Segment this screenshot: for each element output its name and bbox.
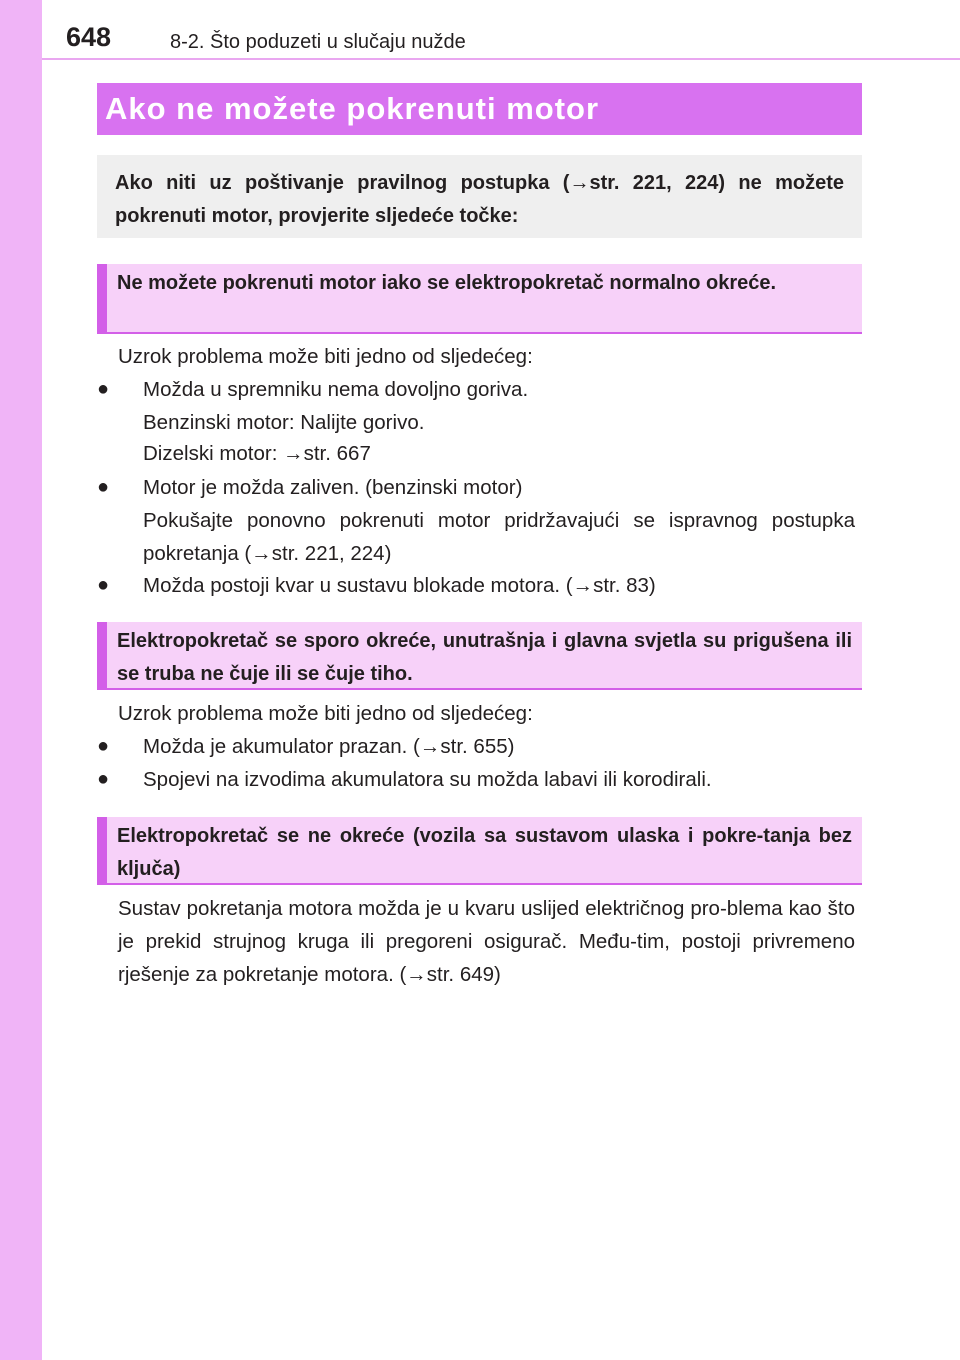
header-rule xyxy=(42,58,960,60)
list-item: Možda postoji kvar u sustavu blokade motora. (→str. 83) xyxy=(143,574,656,597)
bullet-icon: ● xyxy=(97,735,110,757)
list-item: Možda u spremniku nema dovoljno goriva. xyxy=(143,378,529,401)
list-item-detail: Dizelski motor: →str. 667 xyxy=(143,442,371,465)
page-title: Ako ne možete pokrenuti motor xyxy=(105,91,600,126)
list-item-detail: Pokušajte ponovno pokrenuti motor pridržavajući se ispravnog postupka pokretanja (→str. 221, 224) xyxy=(143,509,855,565)
subheading-2: Elektropokretač se sporo okreće, unutrašnja i glavna svjetla su prigušena ili se truba ne čuje ili se čuje tiho. xyxy=(97,622,862,690)
title-bar xyxy=(97,83,862,135)
subheading-3: Elektropokretač se ne okreće (vozila sa sustavom ulaska i pokre-tanja bez ključa) xyxy=(97,817,862,885)
section-1-lead: Uzrok problema može biti jedno od sljedećeg: xyxy=(118,345,533,368)
page-number: 648 xyxy=(66,22,112,52)
bullet-icon: ● xyxy=(97,574,110,596)
bullet-icon: ● xyxy=(97,476,110,498)
intro-box: Ako niti uz poštivanje pravilnog postupka (→str. 221, 224) ne možete pokrenuti motor, provjerite sljedeće točke: xyxy=(97,155,862,238)
list-item: Možda je akumulator prazan. (→str. 655) xyxy=(143,735,515,758)
list-item-detail: Benzinski motor: Nalijte gorivo. xyxy=(143,411,425,434)
section-3-body: Sustav pokretanja motora možda je u kvaru uslijed električnog pro-blema kao što je prekid strujnog kruga ili pregoreni osigurač. Među-tim, postoji privremeno rješenje za pokretanje motora. (→str. 649) xyxy=(118,897,855,986)
bullet-icon: ● xyxy=(97,378,110,400)
list-item: Spojevi na izvodima akumulatora su možda labavi ili korodirali. xyxy=(143,768,712,791)
section-title: 8-2. Što poduzeti u slučaju nužde xyxy=(170,31,466,53)
list-item: Motor je možda zaliven. (benzinski motor) xyxy=(143,476,523,499)
subheading-1: Ne možete pokrenuti motor iako se elektropokretač normalno okreće. xyxy=(97,264,862,334)
bullet-icon: ● xyxy=(97,768,110,790)
side-color-band xyxy=(0,0,42,1360)
section-2-lead: Uzrok problema može biti jedno od sljedećeg: xyxy=(118,702,533,725)
